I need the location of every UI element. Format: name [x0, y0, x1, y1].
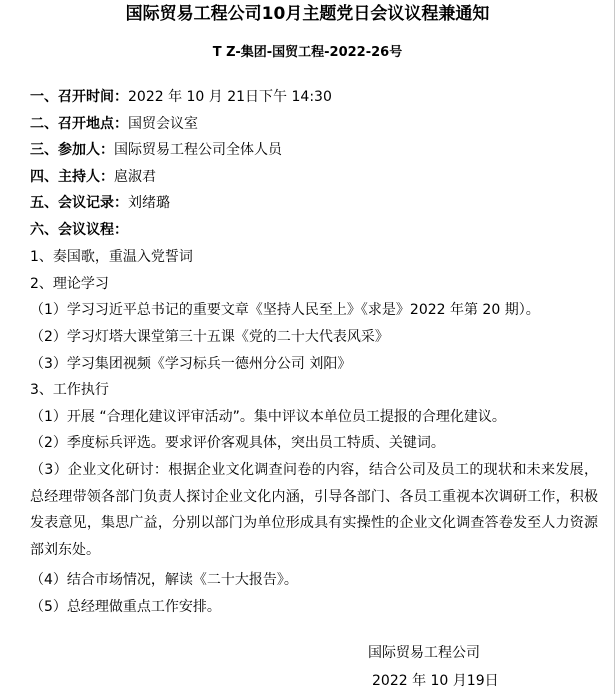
signature-date: 2022 年 10 月19日 [372, 673, 499, 689]
field-value: 刘绪璐 [128, 195, 170, 211]
field-value: 国际贸易工程公司全体人员 [114, 142, 282, 158]
field-meeting-place [30, 114, 198, 134]
agenda-item-3: 3、工作执行 [30, 382, 109, 398]
field-participants [30, 140, 282, 160]
field-host [30, 167, 156, 187]
field-label: 三、参加人： [30, 142, 114, 158]
agenda-item-3-4: （4）结合市场情况，解读《二十大报告》。 [30, 572, 298, 588]
field-label: 四、主持人： [30, 169, 114, 185]
agenda-item-3-1: （1）开展 “合理化建议评审活动”。集中评议本单位员工提报的合理化建议。 [30, 409, 506, 425]
field-label: 六、会议议程： [30, 222, 128, 238]
field-label: 二、召开地点： [30, 116, 128, 132]
agenda-item-2: 2、理论学习 [30, 276, 109, 292]
field-agenda-heading [30, 220, 128, 240]
agenda-item-2-1: （1）学习习近平总书记的重要文章《坚持人民至上》《求是》2022 年第 20 期）。 [30, 302, 540, 318]
agenda-item-1: 1、奏国歌，重温入党誓词 [30, 249, 193, 265]
agenda-item-2-2: （2）学习灯塔大课堂第三十五课《党的二十大代表风采》 [30, 329, 389, 345]
field-value: 2022 年 10 月 21日下午 14:30 [128, 89, 332, 105]
document-title: 国际贸易工程公司10月主题党日会议议程兼通知 [125, 4, 490, 24]
agenda-item-3-2: （2）季度标兵评选。要求评价客观具体，突出员工特质、关键词。 [30, 435, 445, 451]
agenda-item-3-3: （3）企业文化研讨：根据企业文化调查问卷的内容，结合公司及员工的现状和未来发展，总经理带领各部门负责人探讨企业文化内涵，引导各部门、各员工重视本次调研工作，积极发表意见，集思广益，分别以部门为单位形成具有实操性的企业文化调查答卷发至人力资源部刘东处。 [30, 462, 598, 558]
agenda-item-3-5: （5）总经理做重点工作安排。 [30, 599, 221, 615]
field-recorder [30, 193, 170, 213]
document-number: T Z-集团-国贸工程-2022-26号 [212, 45, 403, 60]
field-label: 五、会议记录： [30, 195, 128, 211]
signature-organization: 国际贸易工程公司 [368, 645, 480, 661]
field-meeting-time [30, 87, 332, 107]
field-label: 一、召开时间： [30, 89, 128, 105]
agenda-item-2-3: （3）学习集团视频《学习标兵一德州分公司 刘阳》 [30, 356, 352, 372]
field-value: 国贸会议室 [128, 116, 198, 132]
field-value: 扈淑君 [114, 169, 156, 185]
